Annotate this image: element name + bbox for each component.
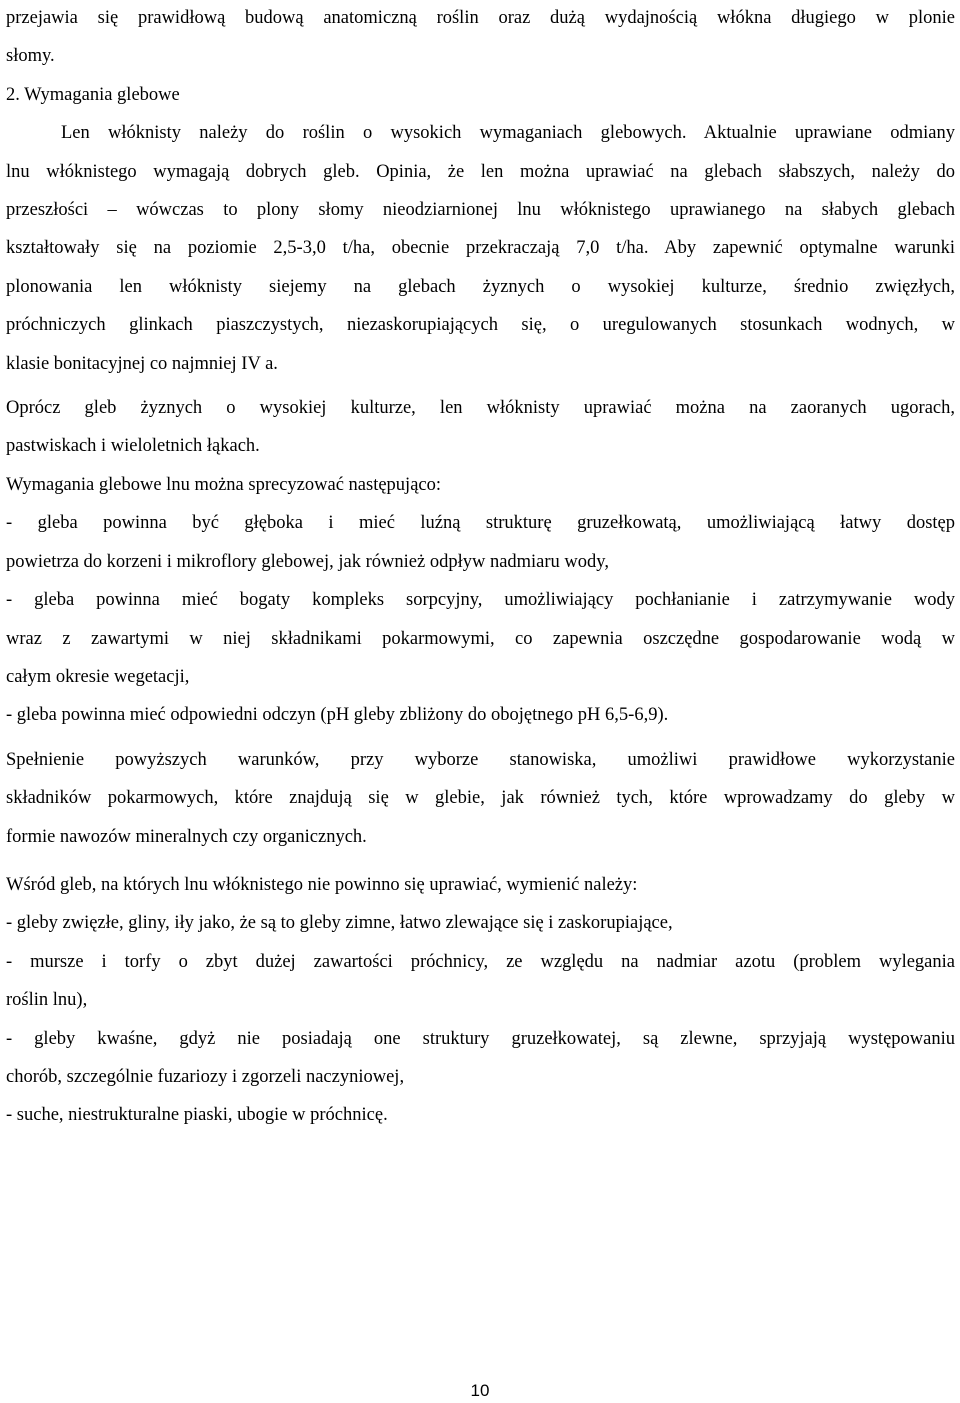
section-heading-text: 2. Wymagania glebowe [6, 84, 180, 105]
list-item: - gleby zwięzłe, gliny, iły jako, że są to gleby zimne, łatwo zlewające się i zaskorupiające, [6, 913, 673, 934]
paragraph-soil-requirements [6, 114, 955, 383]
text-line: formie nawozów mineralnych czy organicznych. [6, 826, 367, 847]
text-line: całym okresie wegetacji, [6, 666, 190, 687]
text-line: próchniczych glinkach piaszczystych, niezaskorupiających się, o uregulowanych stosunkach wodnych, w [6, 315, 955, 336]
text-line: pastwiskach i wieloletnich łąkach. [6, 436, 260, 457]
list-item: - gleba powinna mieć odpowiedni odczyn (pH gleby zbliżony do obojętnego pH 6,5-6,9). [6, 705, 669, 726]
text-line: kształtowały się na poziomie 2,5-3,0 t/ha, obecnie przekraczają 7,0 t/ha. Aby zapewnić optymalne warunki [6, 238, 955, 259]
section-heading [6, 76, 955, 114]
paragraph-conditions [6, 741, 955, 856]
text-line: powietrza do korzeni i mikroflory glebowej, jak również odpływ nadmiaru wody, [6, 551, 609, 572]
text-line: składników pokarmowych, które znajdują się w glebie, jak również tych, które wprowadzamy do gleby w [6, 788, 955, 809]
text-line: słomy. [6, 46, 55, 67]
paragraph-unsuitable-soils [6, 866, 955, 1135]
text-line: Oprócz gleb żyznych o wysokiej kulturze, len włóknisty uprawiać można na zaoranych ugorach, [6, 398, 955, 419]
text-line: Wśród gleb, na których lnu włóknistego nie powinno się uprawiać, wymienić należy: [6, 874, 638, 895]
list-item: - gleba powinna mieć bogaty kompleks sorpcyjny, umożliwiający pochłanianie i zatrzymywanie wody [6, 590, 955, 611]
text-line: plonowania len włóknisty siejemy na glebach żyznych o wysokiej kulturze, średnio zwięzłych, [6, 276, 955, 297]
document-page [6, 0, 955, 1135]
text-line: chorób, szczególnie fuzariozy i zgorzeli naczyniowej, [6, 1066, 405, 1087]
text-line: lnu włóknistego wymagają dobrych gleb. Opinia, że len można uprawiać na glebach słabszych, należy do [6, 161, 955, 182]
list-item: - mursze i torfy o zbyt dużej zawartości próchnicy, ze względu na nadmiar azotu (problem wylegania [6, 951, 955, 972]
text-line: przeszłości – wówczas to plony słomy nieodziarnionej lnu włóknistego uprawianego na słabych glebach [6, 200, 955, 221]
page-number: 10 [470, 1381, 490, 1400]
list-item: - suche, niestrukturalne piaski, ubogie w próchnicę. [6, 1105, 388, 1126]
text-line: klasie bonitacyjnej co najmniej IV a. [6, 353, 278, 374]
list-item: - gleby kwaśne, gdyż nie posiadają one struktury gruzełkowatej, są zlewne, sprzyjają występowaniu [6, 1028, 955, 1049]
text-line: Wymagania glebowe lnu można sprecyzować następująco: [6, 474, 442, 495]
text-line: Len włóknisty należy do roślin o wysokich wymaganiach glebowych. Aktualnie uprawiane odmiany [61, 123, 955, 144]
paragraph-other-soils [6, 389, 955, 466]
text-line: wraz z zawartymi w niej składnikami pokarmowymi, co zapewnia oszczędne gospodarowanie wodą w [6, 628, 955, 649]
text-line: roślin lnu), [6, 990, 88, 1011]
list-item: - gleba powinna być głęboka i mieć luźną strukturę gruzełkowatą, umożliwiającą łatwy dostęp [6, 513, 955, 534]
paragraph-continuation [6, 0, 955, 76]
text-line: przejawia się prawidłową budową anatomiczną roślin oraz dużą wydajnością włókna długiego w plonie [6, 8, 955, 28]
paragraph-requirements-list [6, 466, 955, 735]
text-line: Spełnienie powyższych warunków, przy wyborze stanowiska, umożliwi prawidłowe wykorzystanie [6, 749, 955, 770]
